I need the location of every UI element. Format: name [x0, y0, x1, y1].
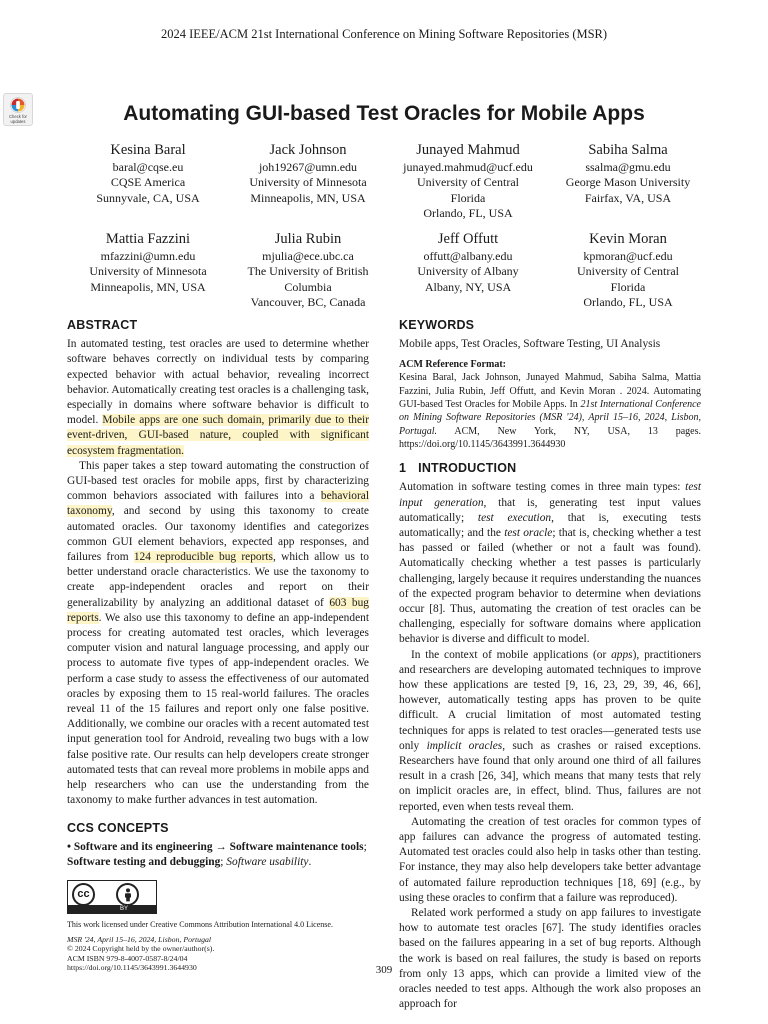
- ccs-bullet: •: [67, 840, 74, 853]
- author-affiliation: The University of British: [247, 264, 369, 279]
- by-label: BY: [68, 905, 156, 913]
- author-email[interactable]: mjulia@ece.ubc.ca: [262, 249, 354, 263]
- author-email[interactable]: kpmoran@ucf.edu: [583, 249, 673, 263]
- intro-term: apps: [611, 648, 633, 661]
- intro-term: test oracle: [504, 527, 553, 539]
- author-name: Jack Johnson: [269, 142, 347, 158]
- author-affiliation: Florida: [450, 190, 486, 205]
- author-affiliation: Columbia: [284, 279, 332, 294]
- meta-isbn: ACM ISBN 979-8-4007-0587-8/24/04: [67, 953, 188, 963]
- conference-header: 2024 IEEE/ACM 21st International Conference on Mining Software Repositories (MSR): [160, 27, 608, 41]
- ccs-concept: Software maintenance tools: [229, 840, 364, 853]
- person-icon: [122, 888, 134, 902]
- author-affiliation: Florida: [610, 279, 646, 294]
- page-number: 309: [375, 964, 393, 976]
- author-block: [548, 230, 708, 311]
- ccs-separator: ;: [220, 855, 227, 868]
- author-affiliation: George Mason University: [565, 175, 691, 190]
- ccs-concept: Software testing and debugging: [67, 855, 221, 868]
- highlight: behavioral taxonomy: [67, 490, 369, 518]
- author-email[interactable]: joh19267@umn.edu: [258, 160, 358, 174]
- ccs-concept: Software usability: [226, 855, 309, 868]
- acm-reference-heading: ACM Reference Format:: [399, 359, 506, 371]
- ccs-concepts: [67, 840, 369, 870]
- ccs-separator: ;: [363, 840, 367, 853]
- paper-title: Automating GUI-based Test Oracles for Mobile Apps: [123, 102, 645, 125]
- author-row-1: [68, 141, 708, 222]
- author-affiliation: Vancouver, BC, Canada: [250, 295, 366, 310]
- author-affiliation: Fairfax, VA, USA: [584, 190, 672, 205]
- highlight: Mobile apps are one such domain, primarily due to their event-driven, GUI-based nature, coupled with significant ecosystem fragmentation.: [67, 414, 369, 457]
- acm-ref-text: Kesina Baral, Jack Johnson, Junayed Mahmud, Sabiha Salma, Mattia Fazzini, Julia Rubin, Jeff Offutt, and Kevin Moran . 2024. Automating GUI-based Test Oracles for Mobile Apps. In: [399, 372, 701, 410]
- author-email[interactable]: offutt@albany.edu: [423, 249, 513, 263]
- intro-paragraph-2: [399, 648, 701, 815]
- highlight: 603 bug reports: [67, 596, 370, 624]
- attribution-icon: [116, 883, 139, 906]
- intro-text: Automation in software testing comes in three main types:: [399, 481, 686, 494]
- intro-term: test input generation: [399, 481, 701, 509]
- section-title: INTRODUCTION: [418, 461, 517, 476]
- author-affiliation: University of Central: [417, 175, 519, 190]
- intro-text: , that is, executing tests automatically; and the: [399, 511, 701, 539]
- badge-line-1: Check for: [9, 114, 27, 119]
- author-affiliation: Minneapolis, MN, USA: [90, 279, 206, 294]
- author-block: [548, 141, 708, 222]
- right-column: [399, 318, 701, 1013]
- author-name: Kevin Moran: [589, 231, 667, 247]
- section-number: 1: [399, 461, 407, 476]
- author-affiliation: CQSE America: [110, 175, 186, 190]
- author-affiliation: Albany, NY, USA: [424, 279, 512, 294]
- cc-icon: cc: [72, 883, 95, 906]
- author-email[interactable]: ssalma@gmu.edu: [585, 160, 671, 174]
- license-text: This work licensed under Creative Commons Attribution International 4.0 License.: [67, 920, 333, 930]
- intro-text: In the context of mobile applications (or: [411, 648, 612, 661]
- intro-paragraph-3: Automating the creation of test oracles for common types of app failures can advance the progress of automated testing. Automated test oracles could also help in tasks other than testing. For instance, they may also help developers take better advantage of automated failure reproduction techniques [18, 69] (e.g., by using these oracles to confirm that a failure was reproduced).: [399, 815, 701, 904]
- author-name: Jeff Offutt: [437, 231, 499, 247]
- author-email[interactable]: junayed.mahmud@ucf.edu: [403, 160, 533, 174]
- author-block: [388, 230, 548, 311]
- intro-term: test execution: [477, 511, 552, 524]
- author-affiliation: Orlando, FL, USA: [583, 295, 673, 310]
- keywords-text: Mobile apps, Test Oracles, Software Testing, UI Analysis: [399, 338, 661, 351]
- intro-text: ; that is, checking whether a test has passed or failed (whether or not a fault was found). Automatically checking whether a test passes is particularly challenging, largely because it requires understanding the nuances of the expected program behavior to determine when deviations occur [8]. Thus, automating the creation of test oracles can be challenging, especially for software domains where application behavior is diverse and difficult to model.: [399, 527, 702, 646]
- author-affiliation: University of Central: [577, 264, 679, 279]
- abstract-text: , which allow us to better understand oracle characteristics. We use the taxonomy to create app-independent oracles and report on their generalizability by analyzing an additional dataset of: [67, 551, 370, 609]
- acm-ref-text: ACM, New York, NY, USA, 13 pages. https://doi.org/10.1145/3643991.3644930: [399, 425, 701, 450]
- abstract-heading: ABSTRACT: [67, 318, 138, 332]
- abstract-text: , and second by using this taxonomy to create automated oracles. Our taxonomy identifies and categorizes common GUI element behaviors, expected app responses, and failures from: [67, 505, 369, 564]
- author-block: [228, 141, 388, 222]
- acm-ref-venue: 21st International Conference on Mining Software Repositories (MSR '24), April 15–16, 2024, Lisbon, Portugal.: [399, 399, 701, 437]
- introduction-heading: [399, 461, 701, 476]
- intro-paragraph-1: [399, 480, 701, 647]
- author-affiliation: Orlando, FL, USA: [423, 206, 513, 221]
- abstract-text: . We also use this taxonomy to define an app-independent process for creating automated test oracles, which leverages computer vision and natural language processing, and apply our process to automate five types of app-independent oracles. We perform a case study to assess the effectiveness of our automated oracles by exposing them to 15 real-world failures. The oracles reveal 11 of the 15 failures and report only one false positive. Additionally, we combine our oracles with a recent automated test input generation tool for Android, revealing two bugs with a low false positive rate. Our results can help developers create stronger automated tests that can reveal more problems in mobile apps and help researchers who can use the understanding from the taxonomy to make further advances in test automation.: [67, 611, 369, 807]
- badge-line-2: updates: [10, 118, 26, 124]
- author-block: [388, 141, 548, 222]
- author-name: Julia Rubin: [274, 231, 342, 247]
- author-name: Kesina Baral: [110, 142, 186, 158]
- meta-doi[interactable]: https://doi.org/10.1145/3643991.3644930: [67, 963, 197, 973]
- author-email[interactable]: baral@cqse.eu: [112, 160, 184, 174]
- ccs-end: .: [308, 855, 312, 868]
- author-email[interactable]: mfazzini@umn.edu: [100, 249, 196, 263]
- intro-term: implicit oracles: [426, 739, 503, 752]
- intro-paragraph-4: Related work performed a study on app failures to investigate how to automate test oracles [67]. The study identifies oracles based on the failures appearing in a set of bug reports. Although the work is based on real failures, the study is based on reports from only 13 apps, which can provide a limited view of the oracles needed to test apps. Although the work also proposes an approach for: [399, 907, 701, 1011]
- author-name: Mattia Fazzini: [105, 231, 191, 247]
- intro-text: , such as crashes or raised exceptions. Researchers have found that only around one third of all failures result in a crash [26, 34], which means that many tests that rely on implicit oracles are, in effect, blind. Thus, failures are not reported, even when tests reveal them.: [399, 739, 701, 813]
- author-block: [228, 230, 388, 311]
- meta-copyright: © 2024 Copyright held by the owner/author(s).: [67, 944, 215, 954]
- author-block: [68, 230, 228, 311]
- author-block: [68, 141, 228, 222]
- highlight: 124 reproducible bug reports: [133, 551, 273, 564]
- author-name: Sabiha Salma: [588, 142, 668, 158]
- ccs-arrow: →: [212, 840, 230, 853]
- cc-by-license-icon[interactable]: [67, 880, 157, 914]
- author-name: Junayed Mahmud: [416, 142, 520, 158]
- meta-venue: MSR '24, April 15–16, 2024, Lisbon, Portugal: [67, 934, 212, 944]
- abstract-text: This paper takes a step toward automating the construction of GUI-based test oracles for mobile apps, first by characterizing common behaviors associated with failures into a: [67, 459, 369, 503]
- author-affiliation: University of Albany: [417, 264, 519, 279]
- acm-reference-text: [399, 371, 701, 451]
- author-affiliation: Sunnyvale, CA, USA: [96, 190, 200, 205]
- keywords-heading: KEYWORDS: [399, 318, 475, 332]
- ccs-concept: Software and its engineering: [73, 840, 213, 853]
- author-row-2: [68, 230, 708, 311]
- author-affiliation: University of Minnesota: [249, 175, 367, 190]
- intro-text: , that is, generating test input values automatically;: [399, 496, 701, 524]
- abstract-text: In automated testing, test oracles are used to determine whether software behaves correctly on individual tests by comparing expected behavior with actual behavior, revealing incorrect behavior. Automatically creating test oracles is a challenging task, especially in domains where software behavior is difficult to model.: [67, 338, 369, 427]
- left-column: [67, 318, 369, 973]
- abstract-paragraph-1: [67, 337, 369, 459]
- intro-text: ), practitioners and researchers are developing automated techniques to improve how these applications are tested [9, 16, 23, 29, 39, 46, 66], however, automatically testing apps has proven to be quite difficult. A crucial limitation of most automated testing techniques for apps is related to test oracles—generated tests use only: [399, 648, 701, 752]
- author-affiliation: Minneapolis, MN, USA: [250, 190, 366, 205]
- ccs-heading: CCS CONCEPTS: [67, 820, 169, 835]
- author-affiliation: University of Minnesota: [89, 264, 207, 279]
- abstract-paragraph-2: [67, 459, 369, 809]
